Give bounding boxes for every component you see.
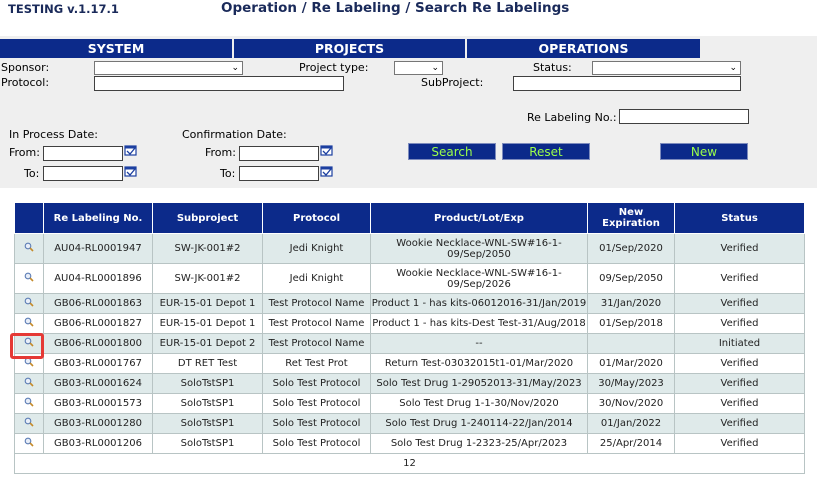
status-cell: Verified bbox=[675, 314, 805, 334]
new-expiration-cell: 01/Mar/2020 bbox=[588, 354, 675, 374]
in-process-date-label: In Process Date: bbox=[9, 128, 98, 141]
view-cell[interactable] bbox=[15, 414, 44, 434]
product-cell: Product 1 - has kits-06012016-31/Jan/2019 bbox=[371, 294, 588, 314]
relabeling-no-cell: GB06-RL0001863 bbox=[44, 294, 153, 314]
subproject-cell: EUR-15-01 Depot 1 bbox=[153, 294, 263, 314]
confirmation-to-input[interactable] bbox=[239, 166, 319, 181]
app-version: TESTING v.1.17.1 bbox=[8, 2, 119, 16]
new-expiration-cell: 01/Sep/2020 bbox=[588, 234, 675, 264]
page-link-2[interactable]: 2 bbox=[409, 458, 416, 469]
view-cell[interactable] bbox=[15, 434, 44, 454]
pager bbox=[15, 454, 805, 474]
protocol-cell: Solo Test Protocol bbox=[263, 434, 371, 454]
search-form bbox=[0, 36, 817, 188]
view-cell[interactable] bbox=[15, 234, 44, 264]
view-cell[interactable] bbox=[15, 264, 44, 294]
col-header-view bbox=[15, 203, 44, 234]
new-expiration-cell: 01/Sep/2018 bbox=[588, 314, 675, 334]
new-expiration-cell: 30/May/2023 bbox=[588, 374, 675, 394]
chevron-down-icon: ⌄ bbox=[729, 63, 737, 73]
new-expiration-cell: 31/Jan/2020 bbox=[588, 294, 675, 314]
relabeling-no-cell: AU04-RL0001947 bbox=[44, 234, 153, 264]
magnifier-icon[interactable] bbox=[24, 417, 34, 427]
magnifier-icon[interactable] bbox=[24, 397, 34, 407]
table-row[interactable] bbox=[15, 334, 805, 354]
view-cell[interactable] bbox=[15, 294, 44, 314]
nav-operations[interactable]: OPERATIONS bbox=[467, 39, 700, 58]
relabeling-no-cell: GB03-RL0001767 bbox=[44, 354, 153, 374]
magnifier-icon[interactable] bbox=[24, 377, 34, 387]
col-header-relabeling-no[interactable]: Re Labeling No. bbox=[44, 203, 153, 234]
protocol-cell: Solo Test Protocol bbox=[263, 414, 371, 434]
calendar-icon[interactable] bbox=[320, 143, 333, 156]
product-cell: Wookie Necklace-WNL-SW#16-1-09/Sep/2050 bbox=[371, 234, 588, 264]
status-cell: Verified bbox=[675, 264, 805, 294]
product-cell: Solo Test Drug 1-1-30/Nov/2020 bbox=[371, 394, 588, 414]
protocol-cell: Test Protocol Name bbox=[263, 334, 371, 354]
in-process-to-input[interactable] bbox=[43, 166, 123, 181]
protocol-cell: Test Protocol Name bbox=[263, 294, 371, 314]
status-cell: Verified bbox=[675, 294, 805, 314]
new-expiration-cell: 25/Apr/2014 bbox=[588, 434, 675, 454]
calendar-icon[interactable] bbox=[124, 143, 137, 156]
col-header-product[interactable]: Product/Lot/Exp bbox=[371, 203, 588, 234]
table-row[interactable] bbox=[15, 394, 805, 414]
header bbox=[0, 0, 817, 36]
status-cell: Verified bbox=[675, 394, 805, 414]
product-cell: -- bbox=[371, 334, 588, 354]
protocol-cell: Jedi Knight bbox=[263, 264, 371, 294]
sponsor-label: Sponsor: bbox=[1, 61, 50, 74]
subproject-cell: SoloTstSP1 bbox=[153, 374, 263, 394]
view-cell[interactable] bbox=[15, 374, 44, 394]
product-cell: Solo Test Drug 1-240114-22/Jan/2014 bbox=[371, 414, 588, 434]
protocol-label: Protocol: bbox=[1, 76, 50, 89]
relabeling-no-input[interactable] bbox=[619, 109, 749, 124]
table-row[interactable] bbox=[15, 314, 805, 334]
subproject-cell: SW-JK-001#2 bbox=[153, 234, 263, 264]
subproject-input[interactable] bbox=[513, 76, 741, 91]
magnifier-icon[interactable] bbox=[24, 437, 34, 447]
status-select[interactable] bbox=[592, 61, 741, 75]
protocol-cell: Solo Test Protocol bbox=[263, 394, 371, 414]
confirmation-from-label: From: bbox=[205, 146, 236, 159]
protocol-cell: Test Protocol Name bbox=[263, 314, 371, 334]
project-type-label: Project type: bbox=[299, 61, 369, 74]
new-expiration-cell: 01/Jan/2022 bbox=[588, 414, 675, 434]
status-cell: Initiated bbox=[675, 334, 805, 354]
col-header-protocol[interactable]: Protocol bbox=[263, 203, 371, 234]
col-header-subproject[interactable]: Subproject bbox=[153, 203, 263, 234]
magnifier-icon[interactable] bbox=[24, 242, 34, 252]
sponsor-select[interactable] bbox=[94, 61, 243, 75]
table-row[interactable] bbox=[15, 294, 805, 314]
relabeling-no-cell: GB03-RL0001573 bbox=[44, 394, 153, 414]
results-table bbox=[14, 202, 805, 474]
subproject-cell: EUR-15-01 Depot 1 bbox=[153, 314, 263, 334]
subproject-cell: SW-JK-001#2 bbox=[153, 264, 263, 294]
status-cell: Verified bbox=[675, 374, 805, 394]
table-row[interactable] bbox=[15, 434, 805, 454]
search-button[interactable]: Search bbox=[408, 143, 496, 160]
product-cell: Solo Test Drug 1-29052013-31/May/2023 bbox=[371, 374, 588, 394]
protocol-cell: Solo Test Protocol bbox=[263, 374, 371, 394]
product-cell: Solo Test Drug 1-2323-25/Apr/2023 bbox=[371, 434, 588, 454]
subproject-cell: SoloTstSP1 bbox=[153, 394, 263, 414]
page-title: Operation / Re Labeling / Search Re Labelings bbox=[221, 0, 570, 16]
table-row[interactable] bbox=[15, 264, 805, 294]
status-cell: Verified bbox=[675, 234, 805, 264]
status-cell: Verified bbox=[675, 414, 805, 434]
relabeling-no-cell: GB03-RL0001206 bbox=[44, 434, 153, 454]
new-expiration-cell: 30/Nov/2020 bbox=[588, 394, 675, 414]
chevron-down-icon: ⌄ bbox=[431, 63, 439, 73]
relabeling-no-label: Re Labeling No.: bbox=[527, 111, 617, 124]
subproject-cell: SoloTstSP1 bbox=[153, 414, 263, 434]
product-cell: Return Test-03032015t1-01/Mar/2020 bbox=[371, 354, 588, 374]
magnifier-icon[interactable] bbox=[24, 317, 34, 327]
pager-row bbox=[15, 454, 805, 474]
chevron-down-icon: ⌄ bbox=[231, 63, 239, 73]
main-nav bbox=[0, 39, 700, 58]
status-cell: Verified bbox=[675, 354, 805, 374]
new-expiration-cell bbox=[588, 334, 675, 354]
col-header-status[interactable]: Status bbox=[675, 203, 805, 234]
nav-system[interactable]: SYSTEM bbox=[0, 39, 234, 58]
table-row[interactable] bbox=[15, 374, 805, 394]
relabeling-no-cell: GB03-RL0001624 bbox=[44, 374, 153, 394]
status-cell: Verified bbox=[675, 434, 805, 454]
col-header-new-expiration[interactable]: New Expiration bbox=[588, 203, 675, 234]
project-type-select[interactable] bbox=[394, 61, 443, 75]
product-cell: Wookie Necklace-WNL-SW#16-1-09/Sep/2026 bbox=[371, 264, 588, 294]
table-row[interactable] bbox=[15, 234, 805, 264]
relabeling-no-cell: GB06-RL0001827 bbox=[44, 314, 153, 334]
view-cell[interactable] bbox=[15, 394, 44, 414]
in-process-to-label: To: bbox=[24, 167, 40, 180]
results-table-wrap bbox=[14, 202, 804, 474]
relabeling-no-cell: AU04-RL0001896 bbox=[44, 264, 153, 294]
view-cell[interactable] bbox=[15, 314, 44, 334]
new-button[interactable]: New bbox=[660, 143, 748, 160]
confirmation-from-input[interactable] bbox=[239, 146, 319, 161]
table-row[interactable] bbox=[15, 414, 805, 434]
table-row[interactable] bbox=[15, 354, 805, 374]
highlight-box bbox=[10, 333, 44, 359]
new-expiration-cell: 09/Sep/2050 bbox=[588, 264, 675, 294]
page-link-1[interactable]: 1 bbox=[403, 458, 410, 469]
subproject-label: SubProject: bbox=[421, 76, 484, 89]
magnifier-icon[interactable] bbox=[24, 272, 34, 282]
magnifier-icon[interactable] bbox=[24, 297, 34, 307]
subproject-cell: EUR-15-01 Depot 2 bbox=[153, 334, 263, 354]
confirmation-date-label: Confirmation Date: bbox=[182, 128, 287, 141]
in-process-from-input[interactable] bbox=[43, 146, 123, 161]
nav-projects[interactable]: PROJECTS bbox=[234, 39, 467, 58]
calendar-icon[interactable] bbox=[320, 164, 333, 177]
protocol-input[interactable] bbox=[94, 76, 344, 91]
protocol-cell: Jedi Knight bbox=[263, 234, 371, 264]
subproject-cell: DT RET Test bbox=[153, 354, 263, 374]
subproject-cell: SoloTstSP1 bbox=[153, 434, 263, 454]
status-label: Status: bbox=[533, 61, 572, 74]
product-cell: Product 1 - has kits-Dest Test-31/Aug/2018 bbox=[371, 314, 588, 334]
calendar-icon[interactable] bbox=[124, 164, 137, 177]
relabeling-no-cell: GB06-RL0001800 bbox=[44, 334, 153, 354]
protocol-cell: Ret Test Prot bbox=[263, 354, 371, 374]
in-process-from-label: From: bbox=[9, 146, 40, 159]
relabeling-no-cell: GB03-RL0001280 bbox=[44, 414, 153, 434]
confirmation-to-label: To: bbox=[220, 167, 236, 180]
table-header-row bbox=[15, 203, 805, 234]
reset-button[interactable]: Reset bbox=[502, 143, 590, 160]
